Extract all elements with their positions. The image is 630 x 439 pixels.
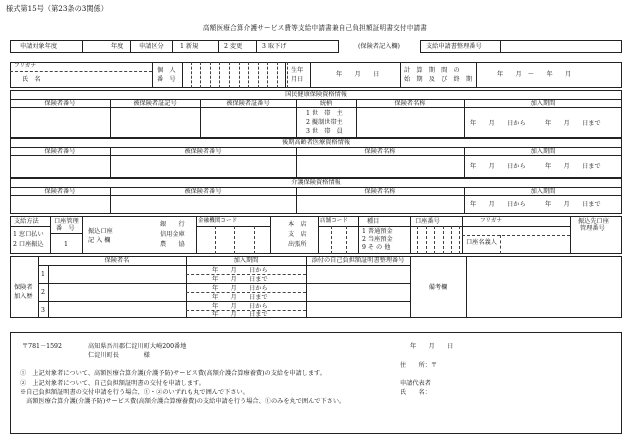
- history-col-period: 加入期間: [233, 257, 259, 264]
- birth-date-field[interactable]: 年 月 日: [336, 71, 380, 78]
- method-counter[interactable]: 1 窓口払い: [13, 231, 44, 238]
- target-year-label: 申請対象年度: [20, 43, 58, 50]
- bank-type-credit[interactable]: 信用金庫: [160, 231, 185, 238]
- care-col-insurer-no: 保険者番号: [44, 188, 76, 195]
- account-type-label: 種目: [367, 218, 380, 225]
- method-transfer[interactable]: 2 口座振込: [13, 241, 44, 248]
- dest-mgmt-label-1: 振込先口座: [578, 218, 609, 225]
- history-3-from: 年 月 日から: [212, 303, 268, 310]
- option-withdraw[interactable]: 3 取下げ: [262, 43, 287, 50]
- nhi-col-period: 加入期間: [530, 100, 556, 107]
- care-col-insured-no: 被保険者番号: [184, 188, 222, 195]
- application-date[interactable]: 年 月 日: [410, 343, 454, 350]
- history-1-from: 年 月 日から: [212, 267, 268, 274]
- account-no-boxes[interactable]: [410, 226, 462, 254]
- furigana-label: フリガナ: [14, 63, 37, 69]
- insurer-note: (保険者記入欄): [358, 43, 400, 50]
- birth-label-1: 生年: [291, 67, 304, 74]
- nhi-period-to: 年 月 日まで: [545, 120, 601, 127]
- type-savings[interactable]: 1 普通預金: [362, 228, 393, 235]
- applicant-name[interactable]: 氏 名：: [400, 389, 431, 396]
- name-label: 氏 名: [22, 76, 41, 83]
- option-new[interactable]: 1 新規: [180, 43, 199, 50]
- remarks-label: 備考欄: [428, 284, 448, 291]
- category-label: 申請区分: [139, 43, 164, 50]
- elderly-period-to: 年 月 日まで: [545, 163, 601, 170]
- note-4: 高額医療合算介護(介護予防)サービス費(高額介護合算療養費)の支給申請を行う場合、①のみを丸で囲んで下さい。: [20, 398, 346, 405]
- history-col-insurer: 保険者名: [104, 257, 130, 264]
- form-number: 様式第15号（第23条の3関係）: [6, 4, 108, 13]
- payment-method-label: 支給方法: [14, 218, 39, 225]
- elderly-col-insurer-name: 保険者名称: [364, 148, 396, 155]
- branch-office[interactable]: 出張所: [288, 241, 307, 248]
- application-row: [10, 40, 339, 53]
- elderly-col-period: 加入期間: [530, 148, 556, 155]
- elderly-heading: 後期高齢者医療資格情報: [281, 139, 351, 146]
- account-mgmt-label-1: 口座管理: [54, 218, 79, 225]
- period-field[interactable]: 年 月 ～ 年 月: [497, 71, 572, 78]
- account-no-label: 口座番号: [415, 218, 440, 225]
- year-label: 年度: [111, 43, 124, 50]
- institution-code-label: 金融機関コード: [198, 218, 238, 224]
- account-mgmt-label-2: 番 号: [56, 225, 75, 232]
- branch-branch[interactable]: 支 店: [288, 231, 307, 238]
- nhi-col-cert-no: 被保険者証番号: [226, 100, 270, 107]
- care-col-insurer-name: 保険者名称: [364, 188, 396, 195]
- history-2-to: 年 月 日まで: [212, 294, 268, 301]
- note-3: ※自己負担額証明書の交付申請を行う場合、①・②のいずれも丸で囲んで下さい。: [20, 389, 249, 396]
- branch-code-boxes[interactable]: [318, 226, 358, 254]
- dest-mgmt-label-2: 管理番号: [580, 225, 605, 232]
- mgmt-number-label: 支給申請書整理番号: [426, 43, 482, 50]
- nhi-col-cert-symbol: 被保険者証記号: [133, 100, 177, 107]
- history-1-to: 年 月 日まで: [212, 276, 268, 283]
- bank-type-coop[interactable]: 農 協: [160, 241, 185, 248]
- individual-number-label-2: 番 号: [157, 76, 176, 83]
- birth-label-2: 月日: [291, 76, 304, 83]
- history-2-from: 年 月 日から: [212, 285, 268, 292]
- history-row-3: 3: [41, 307, 45, 314]
- history-3-to: 年 月 日まで: [212, 311, 268, 318]
- account-holder-label: 口座名義人: [466, 239, 497, 246]
- history-row-1: 1: [41, 271, 45, 278]
- care-period-from: 年 月 日から: [470, 201, 526, 208]
- option-change[interactable]: 2 変更: [224, 43, 243, 50]
- history-col-cert: 添付の自己負担額証明書整理番号: [311, 257, 405, 264]
- elderly-col-insurer-no: 保険者番号: [44, 148, 76, 155]
- elderly-col-insured-no: 被保険者番号: [184, 148, 222, 155]
- period-label-2: 始 期 及 び 終 期: [404, 76, 473, 83]
- transfer-label-1: 振込口座: [88, 228, 113, 235]
- care-col-period: 加入期間: [530, 188, 556, 195]
- note-1: ① 上記対象者について、高額医療合算介護(介護予防)サービス費(高額介護合算療養費)の支給を申請します。: [20, 370, 326, 377]
- nhi-col-insurer-name: 保険者名称: [394, 100, 426, 107]
- branch-main[interactable]: 本 店: [288, 221, 307, 228]
- care-period-to: 年 月 日まで: [545, 201, 601, 208]
- office-address: 高知県吾川郡仁淀川町大崎200番地: [88, 343, 187, 350]
- nhi-period-from: 年 月 日から: [470, 120, 526, 127]
- period-label-1: 計 算 期 間 の: [404, 67, 460, 74]
- relation-head[interactable]: 1 世 帯 主: [306, 110, 343, 117]
- holder-furigana-label: フリガナ: [480, 218, 503, 224]
- history-side-label-1: 保険者: [14, 284, 33, 291]
- account-mgmt-value: 1: [64, 241, 68, 248]
- applicant-rep-label: 申請代表者: [400, 380, 431, 387]
- care-heading: 介護保険資格情報: [291, 179, 341, 186]
- type-other[interactable]: 9 そ の 他: [362, 244, 391, 251]
- type-checking[interactable]: 2 当座預金: [362, 236, 393, 243]
- individual-number-label-1: 個 人: [157, 67, 176, 74]
- relation-deemed[interactable]: 2 擬制世帯主: [306, 119, 343, 126]
- nhi-heading: 国民健康保険資格情報: [285, 91, 347, 98]
- individual-number-boxes[interactable]: [182, 62, 285, 88]
- form-title: 高額医療合算介護サービス費等支給申請書兼自己負担額証明書交付申請書: [202, 24, 428, 32]
- transfer-label-2: 記 入 欄: [88, 237, 111, 244]
- history-row-2: 2: [41, 289, 45, 296]
- applicant-address[interactable]: 住 所：〒: [400, 362, 438, 369]
- note-2: ② 上記対象者について、自己負担額証明書の交付を申請します。: [20, 380, 205, 387]
- branch-code-label: 店舗コード: [320, 218, 348, 224]
- nhi-col-insurer-no: 保険者番号: [44, 100, 76, 107]
- bank-type-bank[interactable]: 銀 行: [160, 221, 185, 228]
- history-side-label-2: 加入歴: [14, 293, 33, 300]
- institution-code-boxes[interactable]: [196, 226, 270, 254]
- postal-code: 〒781－1592: [22, 343, 62, 350]
- nhi-col-relation: 続柄: [319, 100, 333, 107]
- addressee: 仁淀川町長 様: [88, 352, 150, 359]
- elderly-period-from: 年 月 日から: [470, 163, 526, 170]
- relation-member[interactable]: 3 世 帯 員: [306, 128, 343, 135]
